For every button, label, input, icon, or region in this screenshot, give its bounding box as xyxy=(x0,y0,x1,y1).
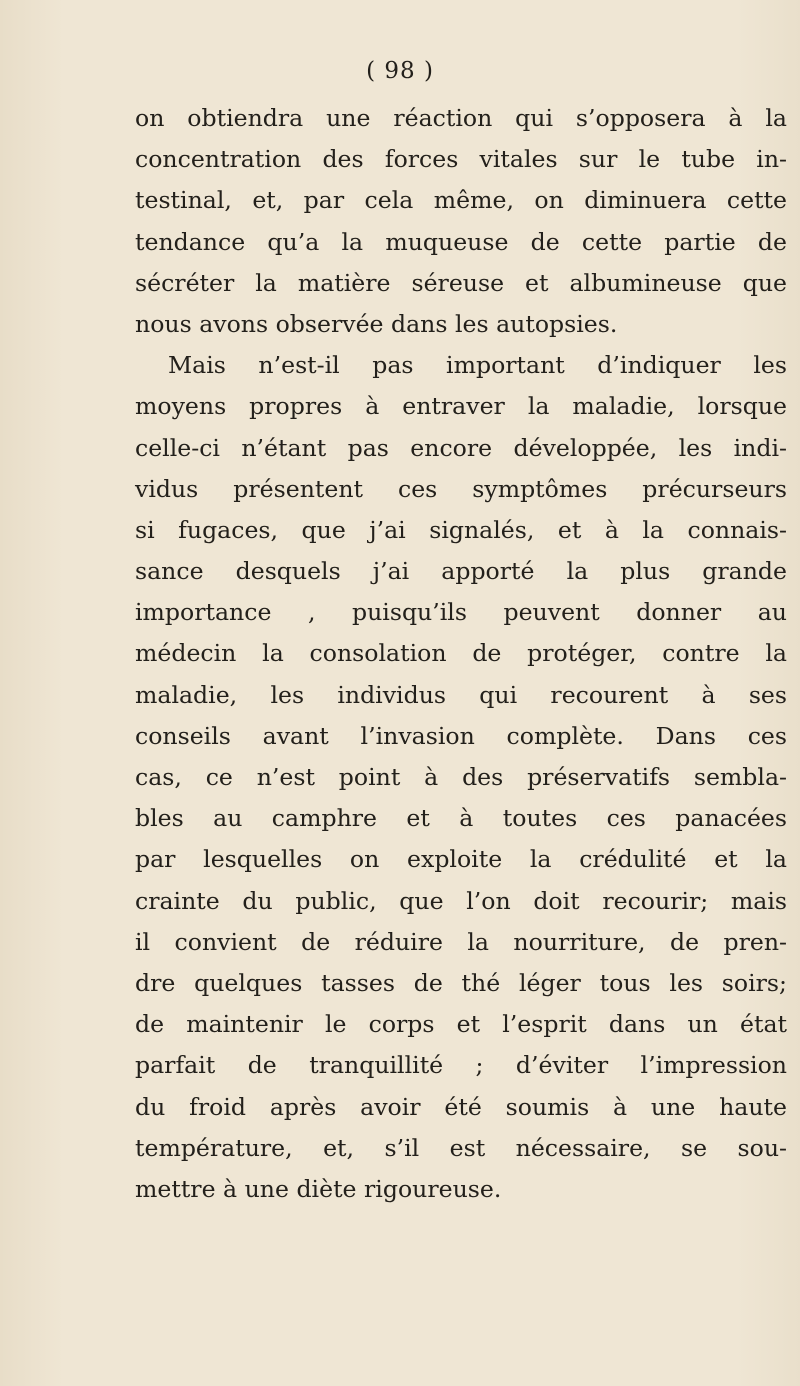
text-line: importance , puisqu’ils peuvent donner au xyxy=(135,598,787,627)
text-line: nous avons observée dans les autopsies. xyxy=(135,309,618,338)
text-line: celle-ci n’étant pas encore développée, les indi- xyxy=(135,433,787,462)
text-line: température, et, s’il est nécessaire, se sou- xyxy=(135,1133,787,1162)
text-line: parfait de tranquillité ; d’éviter l’impression xyxy=(135,1051,787,1080)
text-line: sécréter la matière séreuse et albumineuse que xyxy=(135,268,787,297)
text-line: crainte du public, que l’on doit recourir; mais xyxy=(135,886,787,915)
text-line: concentration des forces vitales sur le tube in- xyxy=(135,145,787,174)
text-line: du froid après avoir été soumis à une haute xyxy=(135,1092,787,1121)
text-line: moyens propres à entraver la maladie, lorsque xyxy=(135,392,787,421)
text-line: de maintenir le corps et l’esprit dans un état xyxy=(135,1010,787,1039)
text-line: il convient de réduire la nourriture, de pren- xyxy=(135,927,787,956)
text-line: conseils avant l’invasion complète. Dans ces xyxy=(135,721,787,750)
text-line: si fugaces, que j’ai signalés, et à la connais- xyxy=(135,515,787,544)
text-line: par lesquelles on exploite la crédulité et la xyxy=(135,845,787,874)
text-line: maladie, les individus qui recourent à ses xyxy=(135,680,787,709)
text-line: bles au camphre et à toutes ces panacées xyxy=(135,804,787,833)
text-line: vidus présentent ces symptômes précurseurs xyxy=(135,474,787,503)
text-line: dre quelques tasses de thé léger tous les soirs; xyxy=(135,968,787,997)
text-line: tendance qu’a la muqueuse de cette partie de xyxy=(135,227,787,256)
text-line: Mais n’est-il pas important d’indiquer les xyxy=(168,351,787,380)
text-line: médecin la consolation de protéger, contre la xyxy=(135,639,787,668)
text-line: sance desquels j’ai apporté la plus grande xyxy=(135,557,787,586)
text-line: testinal, et, par cela même, on diminuera cette xyxy=(135,186,787,215)
body-text xyxy=(135,98,787,1210)
text-line: cas, ce n’est point à des préservatifs sembla- xyxy=(135,763,787,791)
text-line: on obtiendra une réaction qui s’opposera à la xyxy=(135,104,787,132)
page-number: ( 98 ) xyxy=(366,58,434,84)
text-line: mettre à une diète rigoureuse. xyxy=(135,1174,502,1203)
